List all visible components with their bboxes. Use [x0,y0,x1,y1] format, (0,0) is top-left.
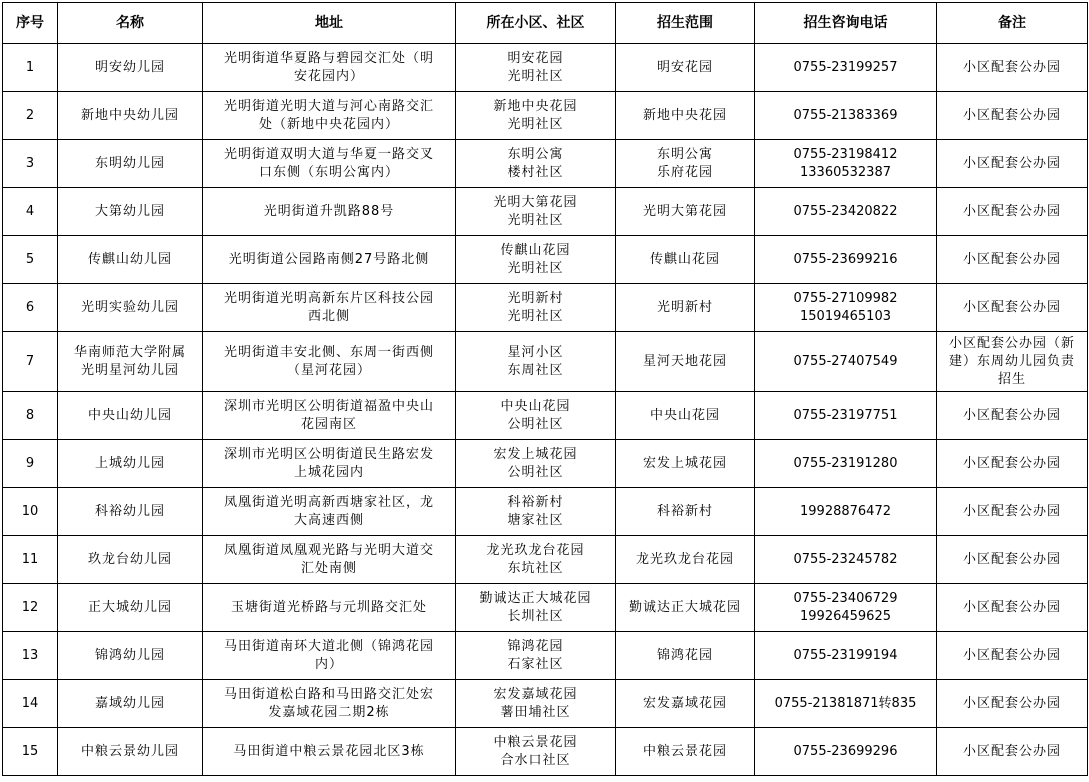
phone-cell-line: 19928876472 [800,503,891,519]
community-cell-line: 光明新村 [507,290,564,306]
note-cell [937,188,1088,236]
community-cell-line: 光明社区 [507,308,564,324]
community-cell-line: 传麒山花园 [500,242,571,258]
community-cell [456,632,616,680]
name-cell-line: 锦鸿幼儿园 [94,647,165,663]
address-cell-line: 光明街道光明大道与河心南路交汇 [223,98,434,114]
community-cell [456,140,616,188]
address-cell-line: 凤凰街道光明高新西塘家社区，龙 [223,494,434,510]
community-cell-line: 科裕新村 [507,494,564,510]
phone-cell [755,188,937,236]
note-cell [937,44,1088,92]
scope-cell-line: 龙光玖龙台花园 [635,551,734,567]
community-cell-line: 光明大第花园 [493,194,578,210]
community-cell [456,332,616,392]
table-row [3,728,1088,776]
name-cell-line: 新地中央幼儿园 [80,107,179,123]
note-cell [937,236,1088,284]
table-row [3,140,1088,188]
address-cell-line: 内） [314,656,343,672]
phone-cell [755,92,937,140]
seq-cell: 15 [3,728,58,776]
phone-cell-line: 15019465103 [800,308,891,324]
phone-cell-line: 0755-23199257 [793,59,898,75]
address-cell-line: 马田街道中粮云景花园北区3栋 [233,743,425,759]
phone-cell [755,584,937,632]
seq-cell: 12 [3,584,58,632]
note-cell-line: 招生 [997,371,1026,387]
address-cell-line: 发嘉域花园二期2栋 [268,704,390,720]
phone-cell [755,140,937,188]
phone-cell-line: 0755-27109982 [793,290,898,306]
phone-cell-line: 19926459625 [800,608,891,624]
community-cell-line: 中央山花园 [500,398,571,414]
address-cell-line: 深圳市光明区公明街道民生路宏发 [223,446,434,462]
address-cell-line: 西北侧 [307,308,350,324]
address-cell-line: 处（新地中央花园内） [258,116,399,132]
name-cell [58,140,203,188]
phone-cell-line: 0755-27407549 [793,353,898,369]
name-cell [58,236,203,284]
address-cell-line: 光明街道双明大道与华夏一路交叉 [223,146,434,162]
address-cell-line: 光明街道丰安北侧、东周一街西侧 [223,344,434,360]
scope-cell-line: 东明公寓 [656,146,713,162]
name-cell [58,488,203,536]
note-cell-line: 小区配套公办园 [962,743,1061,759]
name-cell-line: 华南师范大学附属 [73,344,186,360]
community-cell-line: 光明社区 [507,68,564,84]
header-cell: 招生范围 [616,3,755,44]
phone-cell [755,728,937,776]
community-cell-line: 光明社区 [507,116,564,132]
phone-cell [755,236,937,284]
address-cell-line: 深圳市光明区公明街道福盈中央山 [223,398,434,414]
seq-cell: 6 [3,284,58,332]
community-cell-line: 塘家社区 [507,512,564,528]
address-cell-line: 安花园内） [293,68,364,84]
community-cell-line: 公明社区 [507,416,564,432]
note-cell-line: 小区配套公办园 [962,599,1061,615]
note-cell [937,632,1088,680]
community-cell [456,488,616,536]
scope-cell-line: 星河天地花园 [642,353,727,369]
phone-cell-line: 0755-23245782 [793,551,898,567]
scope-cell [616,44,755,92]
table-row [3,632,1088,680]
table-row [3,284,1088,332]
address-cell-line: 光明街道光明高新东片区科技公园 [223,290,434,306]
scope-cell [616,728,755,776]
table-row [3,392,1088,440]
seq-cell: 3 [3,140,58,188]
header-cell: 名称 [58,3,203,44]
community-cell [456,392,616,440]
name-cell [58,392,203,440]
address-cell [203,584,456,632]
table-row [3,92,1088,140]
table-row [3,188,1088,236]
address-cell [203,536,456,584]
community-cell-line: 合水口社区 [500,752,571,768]
table-row [3,236,1088,284]
name-cell [58,44,203,92]
scope-cell-line: 科裕新村 [656,503,713,519]
name-cell [58,536,203,584]
address-cell-line: 光明街道公园路南侧27号路北侧 [228,251,430,267]
header-cell: 备注 [937,3,1088,44]
community-cell-line: 勤诚达正大城花园 [479,590,592,606]
address-cell [203,440,456,488]
scope-cell-line: 宏发嘉域花园 [642,695,727,711]
phone-cell-line: 0755-23191280 [793,455,898,471]
address-cell-line: 马田街道松白路和马田路交汇处宏 [223,686,434,702]
table-row [3,536,1088,584]
address-cell [203,680,456,728]
name-cell-line: 上城幼儿园 [94,455,165,471]
community-cell [456,680,616,728]
name-cell-line: 东明幼儿园 [94,155,165,171]
name-cell-line: 玖龙台幼儿园 [87,551,172,567]
community-cell [456,188,616,236]
name-cell-line: 明安幼儿园 [94,59,165,75]
note-cell [937,392,1088,440]
address-cell-line: 上城花园内 [293,464,364,480]
phone-cell-line: 0755-21383369 [793,107,898,123]
name-cell-line: 中央山幼儿园 [87,407,172,423]
community-cell-line: 锦鸿花园 [507,638,564,654]
phone-cell [755,392,937,440]
note-cell [937,584,1088,632]
table-row [3,440,1088,488]
community-cell [456,536,616,584]
scope-cell-line: 乐府花园 [656,164,713,180]
seq-cell: 5 [3,236,58,284]
community-cell-line: 东明公寓 [507,146,564,162]
name-cell [58,188,203,236]
seq-cell: 4 [3,188,58,236]
header-cell: 序号 [3,3,58,44]
phone-cell [755,332,937,392]
community-cell-line: 明安花园 [507,50,564,66]
table-row [3,584,1088,632]
scope-cell-line: 宏发上城花园 [642,455,727,471]
name-cell [58,284,203,332]
community-cell [456,92,616,140]
address-cell [203,188,456,236]
phone-cell [755,680,937,728]
scope-cell-line: 传麒山花园 [649,251,720,267]
seq-cell: 8 [3,392,58,440]
community-cell [456,44,616,92]
kindergarten-table [2,2,1088,776]
community-cell-line: 薯田埔社区 [500,704,571,720]
note-cell [937,728,1088,776]
note-cell-line: 小区配套公办园 [962,155,1061,171]
scope-cell [616,536,755,584]
name-cell [58,584,203,632]
scope-cell-line: 明安花园 [656,59,713,75]
scope-cell-line: 新地中央花园 [642,107,727,123]
phone-cell-line: 0755-23699216 [793,251,898,267]
seq-cell: 7 [3,332,58,392]
address-cell-line: 汇处南侧 [300,560,357,576]
seq-cell: 10 [3,488,58,536]
phone-cell-line: 0755-23197751 [793,407,898,423]
note-cell-line: 小区配套公办园 [962,551,1061,567]
note-cell-line: 小区配套公办园 [962,251,1061,267]
community-cell-line: 公明社区 [507,464,564,480]
table-body [3,44,1088,776]
phone-cell [755,44,937,92]
address-cell [203,44,456,92]
note-cell-line: 小区配套公办园 [962,503,1061,519]
note-cell-line: 小区配套公办园 [962,455,1061,471]
phone-cell [755,632,937,680]
name-cell-line: 嘉域幼儿园 [94,695,165,711]
community-cell [456,440,616,488]
note-cell [937,92,1088,140]
community-cell [456,728,616,776]
name-cell-line: 传麒山幼儿园 [87,251,172,267]
community-cell [456,236,616,284]
name-cell-line: 正大城幼儿园 [87,599,172,615]
community-cell-line: 宏发嘉域花园 [493,686,578,702]
scope-cell-line: 勤诚达正大城花园 [628,599,741,615]
address-cell-line: 大高速西侧 [293,512,364,528]
header-cell: 地址 [203,3,456,44]
seq-cell: 13 [3,632,58,680]
address-cell-line: 花园南区 [300,416,357,432]
name-cell-line: 光明实验幼儿园 [80,299,179,315]
phone-cell-line: 13360532387 [800,164,891,180]
name-cell-line: 大第幼儿园 [94,203,165,219]
community-cell [456,284,616,332]
phone-cell-line: 0755-23420822 [793,203,898,219]
note-cell [937,488,1088,536]
header-cell: 所在小区、社区 [456,3,616,44]
note-cell-line: 小区配套公办园 [962,59,1061,75]
scope-cell-line: 光明新村 [656,299,713,315]
scope-cell [616,584,755,632]
community-cell-line: 东周社区 [507,362,564,378]
address-cell [203,140,456,188]
name-cell [58,92,203,140]
scope-cell-line: 中粮云景花园 [642,743,727,759]
address-cell [203,488,456,536]
name-cell [58,728,203,776]
address-cell-line: 光明街道华夏路与碧园交汇处（明 [223,50,434,66]
address-cell-line: （星河花园） [286,362,371,378]
scope-cell [616,332,755,392]
table-row [3,44,1088,92]
name-cell-line: 中粮云景幼儿园 [80,743,179,759]
name-cell [58,440,203,488]
note-cell-line: 小区配套公办园 [962,299,1061,315]
note-cell-line: 小区配套公办园 [962,107,1061,123]
note-cell [937,680,1088,728]
header-cell: 招生咨询电话 [755,3,937,44]
scope-cell-line: 中央山花园 [649,407,720,423]
scope-cell [616,440,755,488]
seq-cell: 2 [3,92,58,140]
scope-cell [616,236,755,284]
scope-cell-line: 锦鸿花园 [656,647,713,663]
seq-cell: 9 [3,440,58,488]
community-cell-line: 东坑社区 [507,560,564,576]
note-cell [937,536,1088,584]
community-cell-line: 楼村社区 [507,164,564,180]
address-cell [203,284,456,332]
table-row [3,332,1088,392]
note-cell [937,440,1088,488]
scope-cell [616,188,755,236]
community-cell-line: 新地中央花园 [493,98,578,114]
phone-cell-line: 0755-21381871转835 [774,695,917,711]
seq-cell: 1 [3,44,58,92]
address-cell-line: 马田街道南环大道北侧（锦鸿花园 [223,638,434,654]
address-cell-line: 光明街道升凯路88号 [263,203,395,219]
community-cell-line: 光明社区 [507,260,564,276]
community-cell-line: 宏发上城花园 [493,446,578,462]
community-cell-line: 龙光玖龙台花园 [486,542,585,558]
phone-cell-line: 0755-23699296 [793,743,898,759]
scope-cell-line: 光明大第花园 [642,203,727,219]
note-cell [937,284,1088,332]
phone-cell [755,440,937,488]
name-cell [58,332,203,392]
address-cell-line: 凤凰街道凤凰观光路与光明大道交 [223,542,434,558]
community-cell [456,584,616,632]
community-cell-line: 星河小区 [507,344,564,360]
name-cell-line: 科裕幼儿园 [94,503,165,519]
name-cell-line: 光明星河幼儿园 [80,362,179,378]
address-cell [203,332,456,392]
phone-cell [755,536,937,584]
address-cell-line: 口东侧（东明公寓内） [258,164,399,180]
note-cell [937,332,1088,392]
scope-cell [616,680,755,728]
phone-cell-line: 0755-23406729 [793,590,898,606]
scope-cell [616,488,755,536]
community-cell-line: 光明社区 [507,212,564,228]
community-cell-line: 长圳社区 [507,608,564,624]
address-cell [203,728,456,776]
address-cell [203,92,456,140]
scope-cell [616,284,755,332]
phone-cell-line: 0755-23199194 [793,647,898,663]
name-cell [58,680,203,728]
scope-cell [616,632,755,680]
note-cell-line: 小区配套公办园 [962,407,1061,423]
scope-cell [616,140,755,188]
address-cell [203,392,456,440]
note-cell-line: 小区配套公办园 [962,647,1061,663]
scope-cell [616,392,755,440]
community-cell-line: 石家社区 [507,656,564,672]
note-cell-line: 建）东周幼儿园负责 [948,353,1075,369]
note-cell-line: 小区配套公办园 [962,695,1061,711]
community-cell-line: 中粮云景花园 [493,734,578,750]
note-cell-line: 小区配套公办园（新 [948,335,1075,351]
phone-cell [755,284,937,332]
name-cell [58,632,203,680]
table-row [3,488,1088,536]
phone-cell-line: 0755-23198412 [793,146,898,162]
note-cell [937,140,1088,188]
seq-cell: 11 [3,536,58,584]
address-cell [203,236,456,284]
header-row [3,3,1088,44]
seq-cell: 14 [3,680,58,728]
scope-cell [616,92,755,140]
note-cell-line: 小区配套公办园 [962,203,1061,219]
table-row [3,680,1088,728]
phone-cell [755,488,937,536]
address-cell-line: 玉塘街道光桥路与元圳路交汇处 [230,599,427,615]
address-cell [203,632,456,680]
